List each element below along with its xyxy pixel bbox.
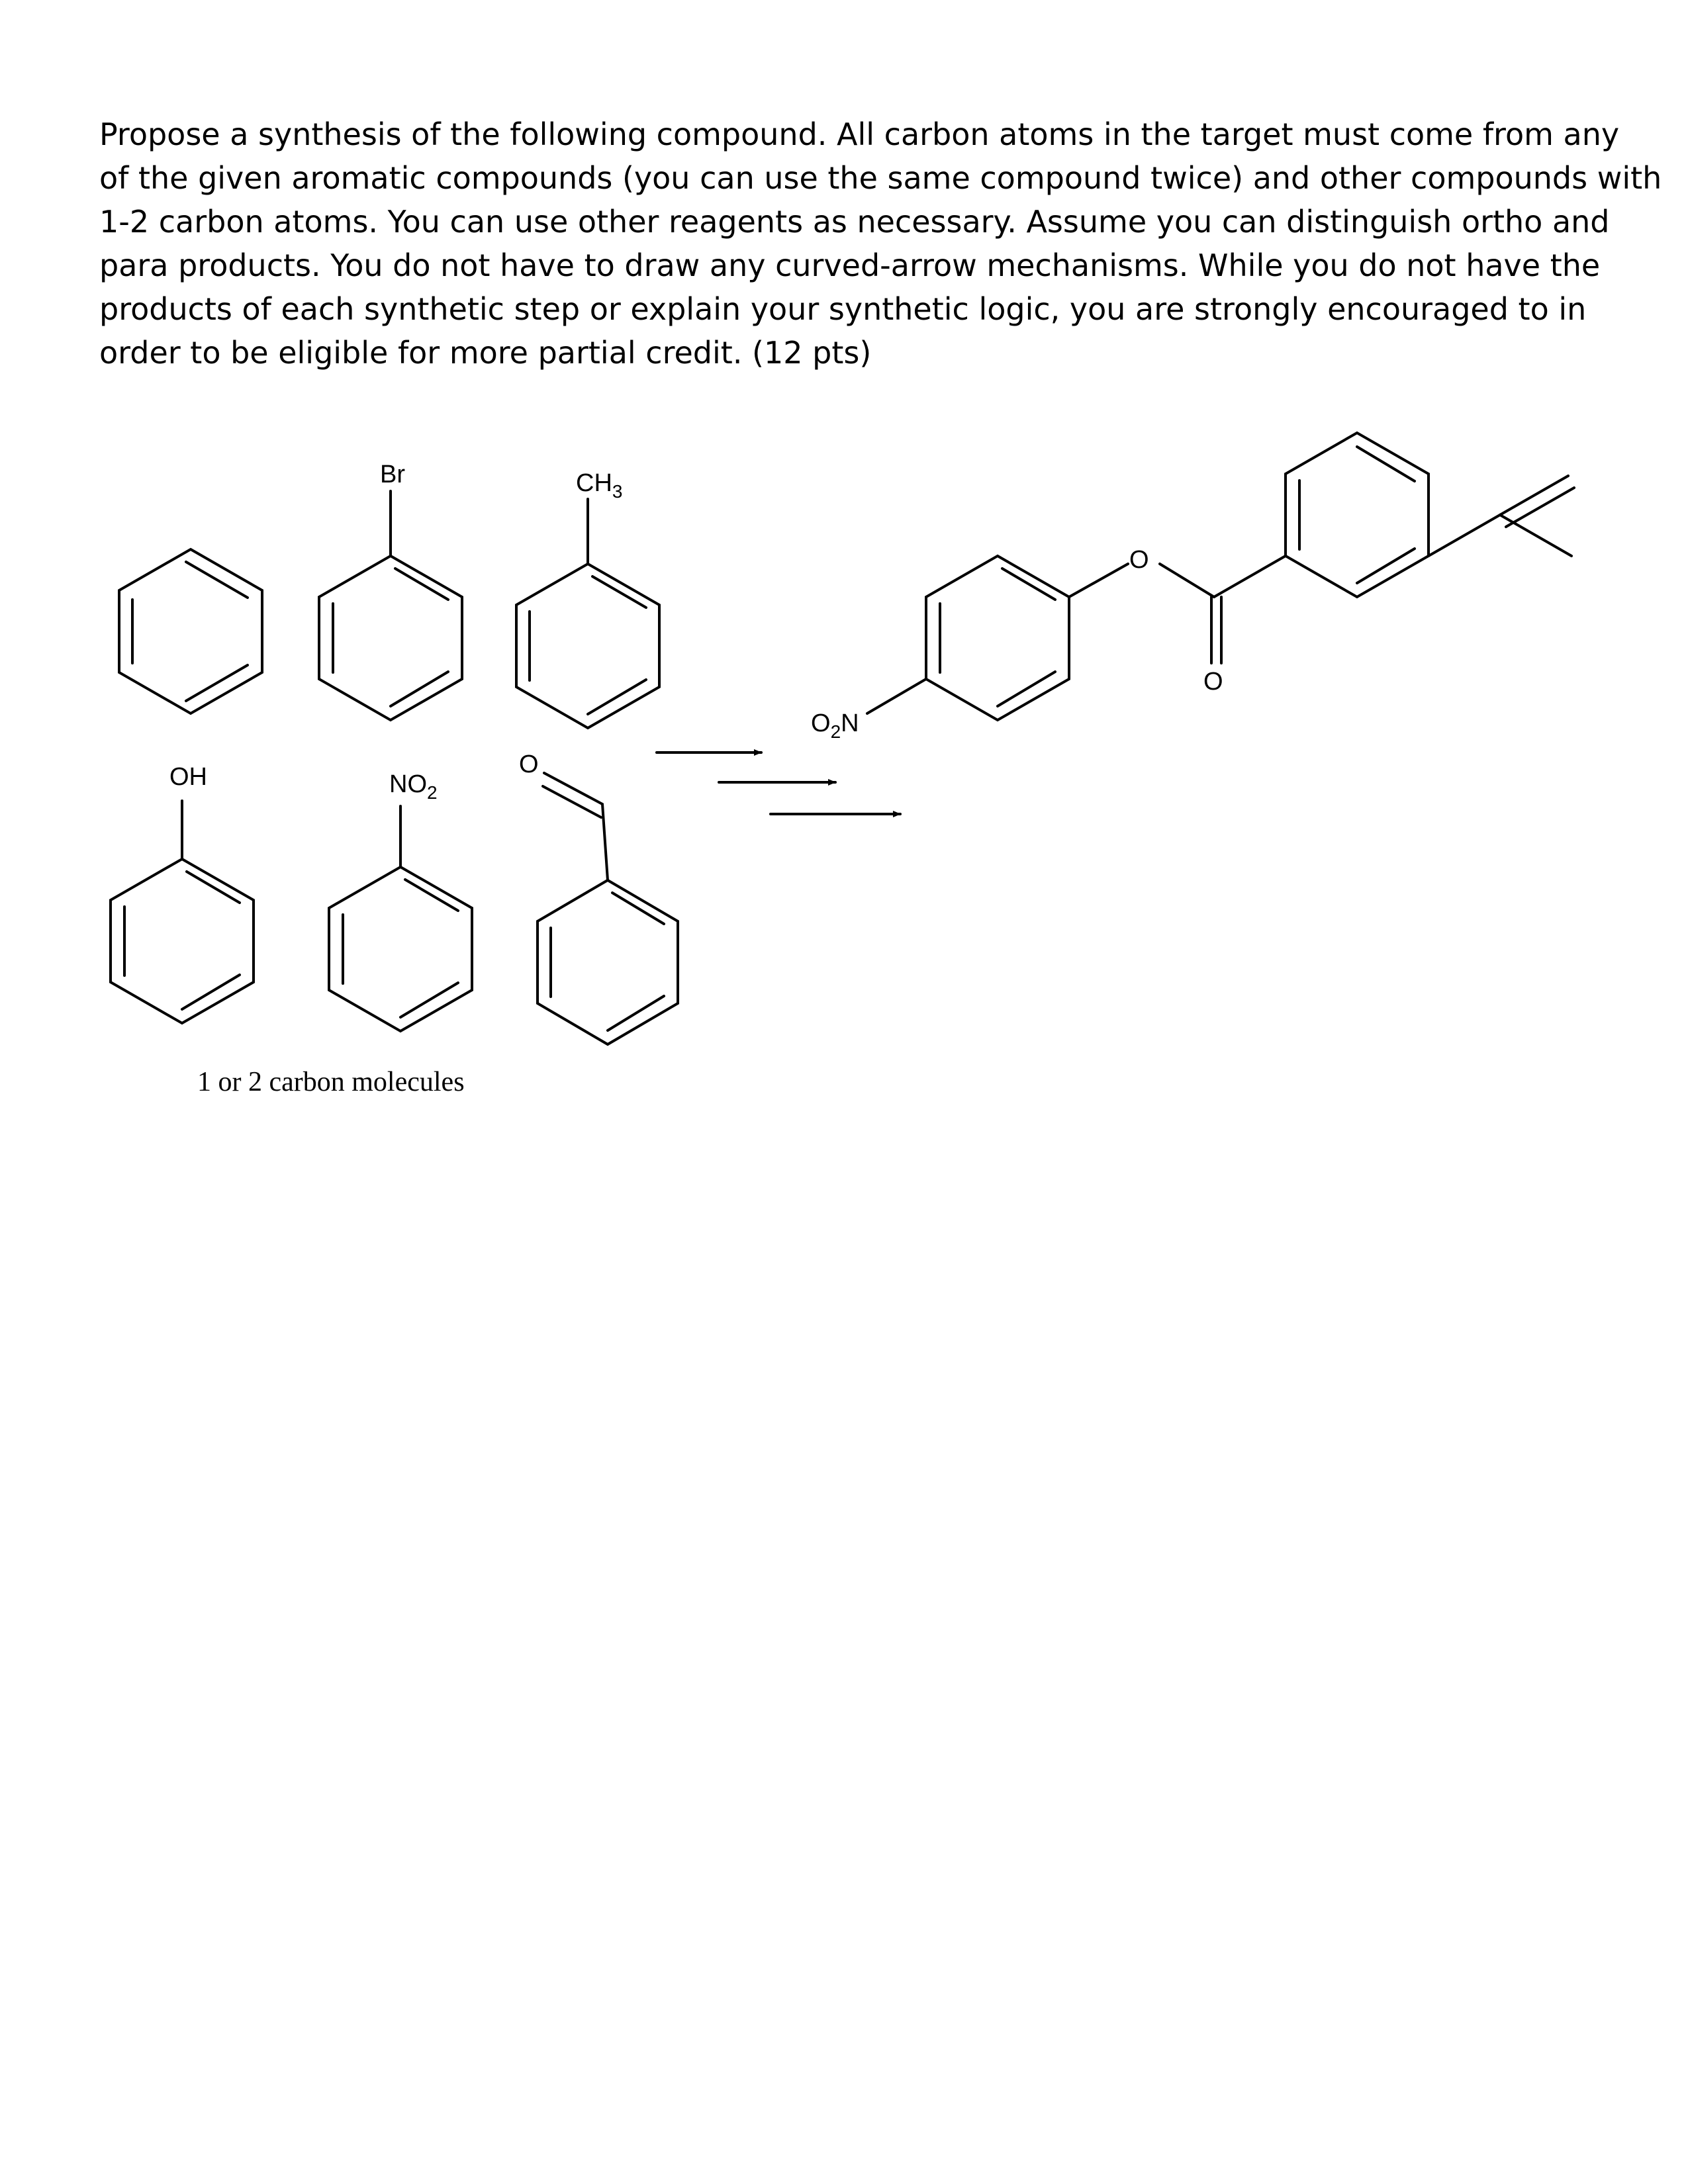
question-line: products of each synthetic step or explain your synthetic logic, you are strongly encouraged to in — [99, 291, 1587, 327]
toluene-structure — [516, 469, 659, 728]
carbon-molecules-caption: 1 or 2 carbon molecules — [197, 1067, 465, 1097]
target-structure — [811, 433, 1574, 742]
question-line: 1-2 carbon atoms. You can use other reagents as necessary. Assume you can distinguish ortho and — [99, 204, 1610, 240]
hydroxyl-label: OH — [169, 763, 207, 791]
aldehyde-oxygen-label: O — [519, 751, 539, 778]
bromobenzene-structure — [319, 461, 462, 720]
carbonyl-oxygen-label: O — [1203, 668, 1223, 696]
phenol-structure — [111, 763, 254, 1023]
question-line: of the given aromatic compounds (you can use the same compound twice) and other compounds with — [99, 160, 1662, 196]
question-line: para products. You do not have to draw any curved-arrow mechanisms. While you do not have the — [99, 248, 1601, 283]
benzene-structure — [119, 549, 262, 713]
question-line: order to be eligible for more partial credit. (12 pts) — [99, 335, 872, 371]
ester-oxygen-label: O — [1129, 546, 1149, 574]
methyl-label: $CH_3$ — [576, 469, 623, 502]
target-nitro-label: $O_2N$ — [811, 709, 859, 742]
nitro-label: $NO_2$ — [389, 770, 438, 803]
nitrobenzene-structure — [329, 770, 472, 1031]
bromine-label: Br — [380, 461, 405, 488]
question-line: Propose a synthesis of the following compound. All carbon atoms in the target must come from any — [99, 116, 1620, 152]
phenylacetaldehyde-structure — [519, 751, 678, 1044]
